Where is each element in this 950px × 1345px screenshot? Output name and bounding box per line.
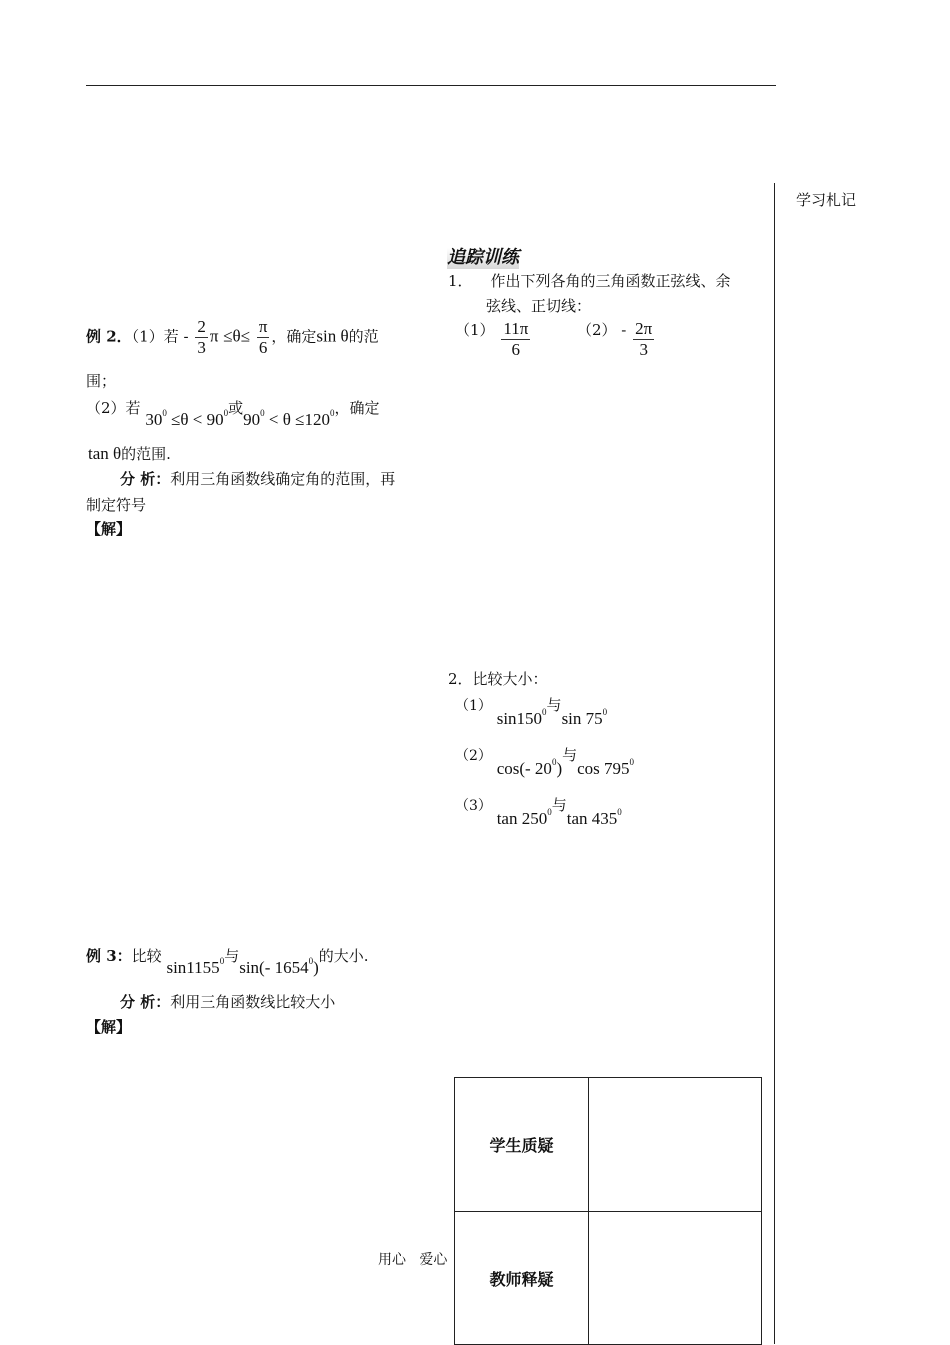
- example2-part2: （2）若 $30^0 \le\theta < 90^0$或$90^0 < \theta \le 120^0$，确定: [86, 399, 380, 429]
- example3-analysis: 分 析：利用三角函数线比较大小: [120, 993, 336, 1011]
- footer-motto: 用心 爱心: [378, 1252, 448, 1268]
- example3-label: 例 3：: [86, 947, 132, 965]
- angle-condition-a: $30^0 \le\theta < 90^0$: [145, 408, 229, 429]
- study-notes-label: 学习札记: [796, 191, 857, 209]
- student-questions-cell[interactable]: [589, 1078, 762, 1212]
- trace-q1: 1． 作出下列各角的三角函数正弦线、余: [448, 272, 731, 290]
- trace-q1-line2: 弦线、正切线：: [486, 297, 592, 315]
- header-rule: [86, 85, 776, 86]
- trace-q2-title: 2．比较大小：: [448, 670, 548, 688]
- question-answer-table: [454, 1077, 762, 1345]
- trace-q2-item2: （2） cos(- $20^0$)与$\cos 795^0$: [455, 746, 635, 778]
- fraction-pi-sixth: $\frac{\pi}{6}$: [258, 317, 268, 357]
- example2-label: 例 2．: [86, 327, 132, 346]
- trace-q1-item1: （1） $\frac{11\pi}{6}$: [455, 319, 529, 359]
- fraction-two-thirds: $\frac{2}{3}$: [197, 317, 206, 357]
- example2-solution-label: 【解】: [86, 520, 132, 538]
- trace-training-title: 追踪训练: [447, 243, 519, 269]
- fraction-eleven-pi-sixth: $\frac{11\pi}{6}$: [503, 319, 529, 359]
- teacher-answers-cell[interactable]: [589, 1212, 762, 1345]
- angle-condition-b: $90^0 < \theta \le 120^0$: [243, 408, 335, 429]
- example2-analysis-line2: 制定符号: [86, 496, 147, 514]
- trace-q1-item2: （2） - $\frac{2\pi}{3}$: [577, 319, 653, 359]
- trace-q2-item3: （3） $\tan 250^0$与$\tan 435^0$: [455, 796, 622, 828]
- teacher-answers-label: 教师释疑: [455, 1212, 589, 1345]
- fraction-two-pi-thirds: $\frac{2\pi}{3}$: [635, 319, 653, 359]
- example2-part1: 例 2．（1）若 - $\frac{2}{3}$ π ≤θ≤ $\frac{\pi}{6}$ ，确定sin θ的范: [86, 317, 379, 357]
- example3-solution-label: 【解】: [86, 1018, 132, 1036]
- margin-divider: [774, 183, 775, 1344]
- example2-part2-line2: tan θ的范围.: [88, 444, 171, 463]
- student-questions-label: 学生质疑: [455, 1078, 589, 1212]
- example2-analysis: 分 析：利用三角函数线确定角的范围，再: [120, 470, 396, 488]
- example2-part1-line2: 围；: [86, 372, 117, 390]
- example3: 例 3：比较 sin1155$^0$与sin(- 1654$^0$)的大小.: [86, 947, 369, 977]
- trace-q2-item1: （1） $\sin 150^0$与$\sin 75^0$: [455, 696, 608, 728]
